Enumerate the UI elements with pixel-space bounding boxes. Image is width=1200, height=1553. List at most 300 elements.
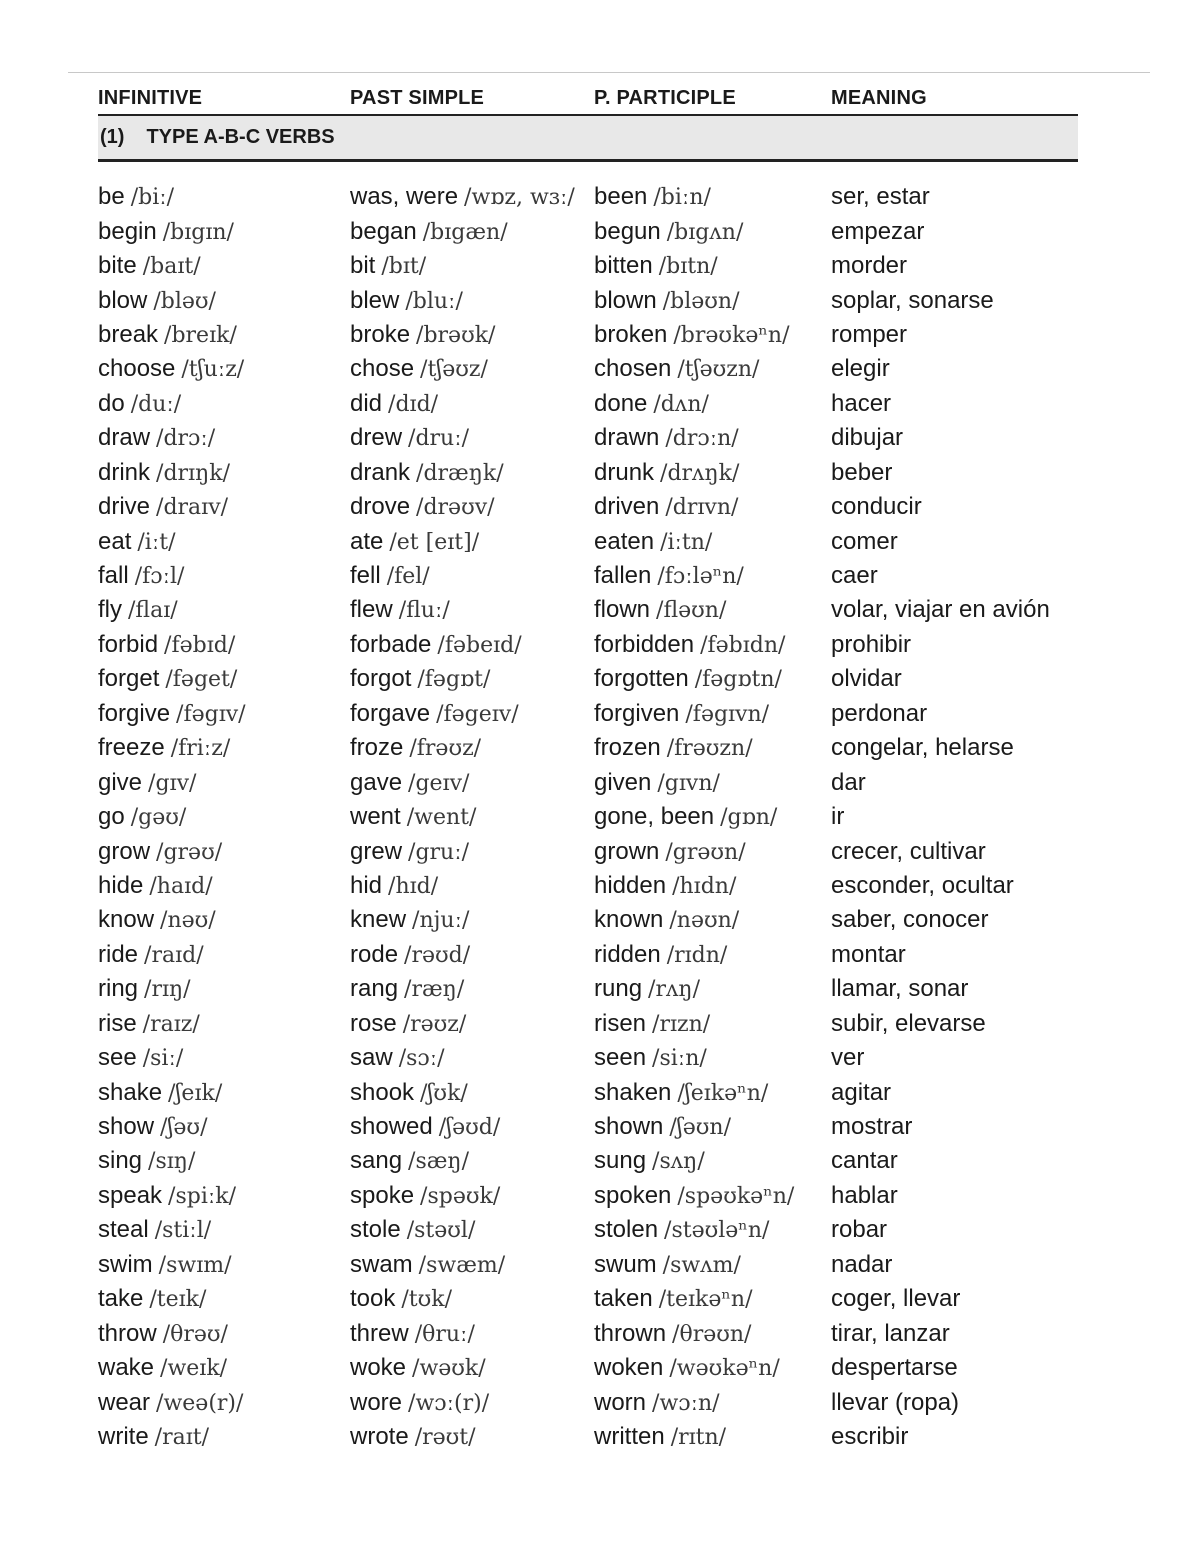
- table-row: [98, 1385, 1078, 1419]
- meaning-text: coger, llevar: [831, 1285, 961, 1313]
- participle-phonetic: /rʌŋ/: [648, 977, 700, 1003]
- meaning-text: prohibir: [831, 630, 912, 658]
- participle-cell: [594, 734, 831, 762]
- header-infinitive: INFINITIVE: [98, 86, 203, 109]
- meaning-cell: [831, 803, 1078, 831]
- infinitive-phonetic: /baɪt/: [142, 254, 201, 280]
- meaning-text: hacer: [831, 389, 892, 417]
- meaning-cell: [831, 218, 1078, 246]
- participle-word: written: [594, 1422, 665, 1450]
- table-row: [98, 352, 1078, 386]
- past-simple-word: threw: [350, 1319, 409, 1347]
- infinitive-word: ring: [98, 975, 139, 1003]
- past-simple-word: rode: [350, 940, 399, 968]
- meaning-text: robar: [831, 1216, 888, 1244]
- participle-word: taken: [594, 1285, 653, 1313]
- past-simple-cell: [350, 631, 594, 659]
- infinitive-cell: [98, 1285, 350, 1313]
- past-simple-phonetic: /frəʊz/: [409, 736, 482, 762]
- participle-cell: [594, 1010, 831, 1038]
- past-simple-cell: [350, 1251, 594, 1279]
- past-simple-word: shook: [350, 1078, 415, 1106]
- participle-phonetic: /drɔːn/: [665, 426, 739, 452]
- meaning-text: montar: [831, 940, 906, 968]
- past-simple-phonetic: /gruː/: [408, 839, 470, 865]
- infinitive-phonetic: /fəbɪd/: [164, 632, 236, 658]
- participle-phonetic: /rɪzn/: [652, 1011, 711, 1037]
- table-row: [98, 1420, 1078, 1454]
- table-row: [98, 1282, 1078, 1316]
- table-row: [98, 1248, 1078, 1282]
- meaning-cell: [831, 1320, 1078, 1348]
- infinitive-word: break: [98, 320, 159, 348]
- table-row: [98, 1179, 1078, 1213]
- participle-phonetic: /wəʊkəⁿn/: [669, 1356, 780, 1382]
- past-simple-cell: [350, 1285, 594, 1313]
- participle-cell: [594, 1423, 831, 1451]
- participle-word: risen: [594, 1009, 647, 1037]
- infinitive-word: rise: [98, 1009, 137, 1037]
- meaning-text: perdonar: [831, 699, 928, 727]
- section-heading: [98, 116, 1078, 162]
- past-simple-cell: [350, 287, 594, 315]
- past-simple-word: blew: [350, 286, 400, 314]
- past-simple-cell: [350, 769, 594, 797]
- meaning-cell: [831, 562, 1078, 590]
- past-simple-phonetic: /rəʊd/: [404, 942, 471, 968]
- infinitive-word: drive: [98, 493, 151, 521]
- participle-word: hidden: [594, 871, 667, 899]
- table-row: [98, 903, 1078, 937]
- participle-word: forbidden: [594, 630, 695, 658]
- infinitive-phonetic: /draɪv/: [156, 495, 229, 521]
- participle-word: gone, been: [594, 803, 715, 831]
- section-title: TYPE A-B-C VERBS: [146, 126, 335, 148]
- past-simple-phonetic: /tʊk/: [401, 1287, 453, 1313]
- past-simple-cell: [350, 734, 594, 762]
- infinitive-cell: [98, 218, 350, 246]
- participle-cell: [594, 1389, 831, 1417]
- past-simple-phonetic: /wɒz, wɜː/: [464, 185, 575, 211]
- meaning-cell: [831, 941, 1078, 969]
- table-row: [98, 1110, 1078, 1144]
- meaning-cell: [831, 1010, 1078, 1038]
- meaning-cell: [831, 631, 1078, 659]
- table-row: [98, 628, 1078, 662]
- participle-phonetic: /teɪkəⁿn/: [658, 1287, 753, 1313]
- past-simple-phonetic: /spəʊk/: [420, 1183, 501, 1209]
- participle-phonetic: /θrəʊn/: [672, 1321, 752, 1347]
- infinitive-phonetic: /swɪm/: [158, 1252, 232, 1278]
- past-simple-phonetic: /ræŋ/: [404, 977, 465, 1003]
- infinitive-phonetic: /grəʊ/: [156, 839, 223, 865]
- meaning-cell: [831, 355, 1078, 383]
- infinitive-phonetic: /flaɪ/: [128, 598, 178, 624]
- table-row: [98, 318, 1078, 352]
- participle-cell: [594, 183, 831, 211]
- meaning-cell: [831, 1354, 1078, 1382]
- meaning-text: dibujar: [831, 424, 904, 452]
- infinitive-word: choose: [98, 355, 176, 383]
- participle-cell: [594, 287, 831, 315]
- participle-phonetic: /nəʊn/: [669, 908, 740, 934]
- infinitive-phonetic: /teɪk/: [149, 1287, 207, 1313]
- past-simple-cell: [350, 1423, 594, 1451]
- participle-cell: [594, 528, 831, 556]
- participle-cell: [594, 218, 831, 246]
- participle-word: begun: [594, 217, 661, 245]
- participle-word: chosen: [594, 355, 672, 383]
- meaning-cell: [831, 183, 1078, 211]
- past-simple-cell: [350, 1147, 594, 1175]
- past-simple-word: gave: [350, 768, 403, 796]
- participle-phonetic: /bɪgʌn/: [666, 219, 744, 245]
- participle-word: done: [594, 389, 648, 417]
- meaning-text: subir, elevarse: [831, 1009, 986, 1037]
- infinitive-cell: [98, 803, 350, 831]
- meaning-text: ser, estar: [831, 183, 930, 211]
- infinitive-cell: [98, 769, 350, 797]
- infinitive-cell: [98, 183, 350, 211]
- infinitive-cell: [98, 1182, 350, 1210]
- meaning-cell: [831, 1113, 1078, 1141]
- past-simple-phonetic: /θruː/: [414, 1321, 475, 1347]
- infinitive-word: forgive: [98, 699, 171, 727]
- infinitive-cell: [98, 631, 350, 659]
- past-simple-phonetic: /sɔː/: [398, 1046, 445, 1072]
- table-row: [98, 834, 1078, 868]
- participle-cell: [594, 1113, 831, 1141]
- meaning-cell: [831, 528, 1078, 556]
- participle-cell: [594, 975, 831, 1003]
- infinitive-word: draw: [98, 424, 151, 452]
- meaning-cell: [831, 424, 1078, 452]
- infinitive-cell: [98, 596, 350, 624]
- participle-word: seen: [594, 1044, 647, 1072]
- past-simple-cell: [350, 528, 594, 556]
- infinitive-cell: [98, 424, 350, 452]
- infinitive-word: see: [98, 1044, 137, 1072]
- infinitive-phonetic: /stiːl/: [154, 1218, 212, 1244]
- meaning-text: elegir: [831, 355, 890, 383]
- participle-cell: [594, 390, 831, 418]
- infinitive-word: bite: [98, 252, 137, 280]
- past-simple-cell: [350, 665, 594, 693]
- past-simple-phonetic: /hɪd/: [388, 873, 439, 899]
- table-row: [98, 731, 1078, 765]
- infinitive-phonetic: /fəget/: [165, 667, 238, 693]
- participle-phonetic: /drɪvn/: [665, 495, 739, 521]
- participle-cell: [594, 1182, 831, 1210]
- infinitive-phonetic: /drɔː/: [156, 426, 216, 452]
- past-simple-word: stole: [350, 1216, 401, 1244]
- past-simple-phonetic: /bɪgæn/: [422, 219, 508, 245]
- participle-cell: [594, 321, 831, 349]
- participle-cell: [594, 1251, 831, 1279]
- past-simple-word: rose: [350, 1009, 397, 1037]
- past-simple-phonetic: /brəʊk/: [416, 322, 496, 348]
- table-header: [98, 82, 1078, 116]
- meaning-text: saber, conocer: [831, 906, 989, 934]
- past-simple-word: took: [350, 1285, 396, 1313]
- past-simple-word: did: [350, 389, 383, 417]
- past-simple-word: forbade: [350, 630, 432, 658]
- meaning-cell: [831, 734, 1078, 762]
- infinitive-cell: [98, 321, 350, 349]
- past-simple-cell: [350, 1079, 594, 1107]
- past-simple-phonetic: /stəʊl/: [406, 1218, 476, 1244]
- infinitive-phonetic: /friːz/: [170, 736, 231, 762]
- infinitive-phonetic: /fəgɪv/: [176, 701, 246, 727]
- past-simple-phonetic: /ʃʊk/: [420, 1080, 468, 1106]
- past-simple-phonetic: /went/: [406, 805, 477, 831]
- table-row: [98, 697, 1078, 731]
- meaning-text: soplar, sonarse: [831, 286, 994, 314]
- meaning-text: despertarse: [831, 1354, 958, 1382]
- meaning-text: cantar: [831, 1147, 898, 1175]
- past-simple-word: ate: [350, 527, 384, 555]
- past-simple-word: drove: [350, 493, 411, 521]
- infinitive-phonetic: /breɪk/: [164, 322, 237, 348]
- table-row: [98, 1007, 1078, 1041]
- infinitive-cell: [98, 287, 350, 315]
- meaning-text: llevar (ropa): [831, 1388, 960, 1416]
- table-row: [98, 938, 1078, 972]
- participle-word: driven: [594, 493, 660, 521]
- past-simple-phonetic: /dɪd/: [388, 391, 439, 417]
- past-simple-word: spoke: [350, 1181, 415, 1209]
- participle-word: shown: [594, 1113, 664, 1141]
- participle-word: fallen: [594, 562, 652, 590]
- meaning-text: congelar, helarse: [831, 734, 1014, 762]
- table-row: [98, 593, 1078, 627]
- past-simple-phonetic: /fluː/: [398, 598, 450, 624]
- meaning-cell: [831, 459, 1078, 487]
- participle-word: swum: [594, 1250, 657, 1278]
- infinitive-cell: [98, 1320, 350, 1348]
- past-simple-word: began: [350, 217, 417, 245]
- participle-phonetic: /iːtn/: [660, 529, 713, 555]
- infinitive-word: drink: [98, 458, 151, 486]
- table-row: [98, 972, 1078, 1006]
- infinitive-phonetic: /iːt/: [137, 529, 176, 555]
- meaning-cell: [831, 1147, 1078, 1175]
- past-simple-word: drew: [350, 424, 403, 452]
- table-row: [98, 765, 1078, 799]
- participle-phonetic: /rɪtn/: [670, 1424, 727, 1450]
- participle-word: been: [594, 183, 648, 211]
- infinitive-word: freeze: [98, 734, 165, 762]
- meaning-text: dar: [831, 768, 866, 796]
- past-simple-word: showed: [350, 1113, 433, 1141]
- participle-word: rung: [594, 975, 643, 1003]
- past-simple-phonetic: /fəgɒt/: [417, 667, 491, 693]
- meaning-cell: [831, 1216, 1078, 1244]
- infinitive-word: be: [98, 183, 125, 211]
- participle-cell: [594, 1147, 831, 1175]
- infinitive-phonetic: /drɪŋk/: [156, 460, 230, 486]
- past-simple-cell: [350, 975, 594, 1003]
- participle-phonetic: /tʃəʊzn/: [677, 357, 760, 383]
- infinitive-cell: [98, 941, 350, 969]
- past-simple-cell: [350, 390, 594, 418]
- past-simple-word: bit: [350, 252, 376, 280]
- participle-phonetic: /dʌn/: [653, 391, 709, 417]
- table-row: [98, 1351, 1078, 1385]
- infinitive-phonetic: /ʃəʊ/: [160, 1115, 208, 1141]
- infinitive-cell: [98, 1389, 350, 1417]
- participle-word: flown: [594, 596, 651, 624]
- table-row: [98, 869, 1078, 903]
- past-simple-phonetic: /wəʊk/: [412, 1356, 486, 1382]
- past-simple-cell: [350, 1182, 594, 1210]
- participle-phonetic: /brəʊkəⁿn/: [673, 322, 790, 348]
- meaning-text: mostrar: [831, 1113, 913, 1141]
- past-simple-cell: [350, 1354, 594, 1382]
- past-simple-word: drank: [350, 458, 411, 486]
- past-simple-cell: [350, 906, 594, 934]
- infinitive-phonetic: /fɔːl/: [134, 564, 185, 590]
- infinitive-word: know: [98, 906, 155, 934]
- meaning-cell: [831, 1182, 1078, 1210]
- participle-word: worn: [594, 1388, 647, 1416]
- infinitive-phonetic: /haɪd/: [149, 873, 213, 899]
- infinitive-phonetic: /weə(r)/: [156, 1390, 244, 1416]
- table-row: [98, 662, 1078, 696]
- infinitive-phonetic: /nəʊ/: [160, 908, 216, 934]
- past-simple-phonetic: /geɪv/: [408, 770, 470, 796]
- participle-word: stolen: [594, 1216, 659, 1244]
- infinitive-cell: [98, 1113, 350, 1141]
- participle-word: blown: [594, 286, 657, 314]
- participle-cell: [594, 872, 831, 900]
- infinitive-word: give: [98, 768, 143, 796]
- past-simple-phonetic: /rəʊt/: [414, 1424, 476, 1450]
- meaning-cell: [831, 390, 1078, 418]
- meaning-text: ver: [831, 1044, 865, 1072]
- past-simple-cell: [350, 183, 594, 211]
- past-simple-word: wrote: [350, 1422, 409, 1450]
- participle-word: spoken: [594, 1181, 672, 1209]
- infinitive-word: grow: [98, 837, 151, 865]
- infinitive-cell: [98, 975, 350, 1003]
- participle-phonetic: /biːn/: [653, 185, 711, 211]
- past-simple-phonetic: /fəbeɪd/: [437, 632, 522, 658]
- table-row: [98, 559, 1078, 593]
- top-divider: [68, 72, 1150, 73]
- infinitive-phonetic: /raɪt/: [154, 1424, 210, 1450]
- past-simple-cell: [350, 872, 594, 900]
- meaning-cell: [831, 975, 1078, 1003]
- meaning-cell: [831, 1423, 1078, 1451]
- infinitive-word: wear: [98, 1388, 151, 1416]
- past-simple-word: forgot: [350, 665, 412, 693]
- past-simple-word: knew: [350, 906, 407, 934]
- infinitive-word: fly: [98, 596, 122, 624]
- participle-word: eaten: [594, 527, 655, 555]
- table-row: [98, 524, 1078, 558]
- past-simple-cell: [350, 321, 594, 349]
- participle-word: ridden: [594, 940, 661, 968]
- participle-cell: [594, 665, 831, 693]
- table-row: [98, 1213, 1078, 1247]
- participle-word: forgiven: [594, 699, 680, 727]
- infinitive-cell: [98, 872, 350, 900]
- meaning-cell: [831, 838, 1078, 866]
- meaning-text: conducir: [831, 493, 922, 521]
- past-simple-cell: [350, 1389, 594, 1417]
- meaning-text: escribir: [831, 1422, 909, 1450]
- participle-cell: [594, 803, 831, 831]
- infinitive-cell: [98, 1423, 350, 1451]
- infinitive-cell: [98, 562, 350, 590]
- meaning-cell: [831, 769, 1078, 797]
- past-simple-cell: [350, 218, 594, 246]
- meaning-text: esconder, ocultar: [831, 871, 1014, 899]
- meaning-text: romper: [831, 320, 908, 348]
- past-simple-cell: [350, 1010, 594, 1038]
- infinitive-cell: [98, 355, 350, 383]
- table-row: [98, 1041, 1078, 1075]
- past-simple-word: forgave: [350, 699, 431, 727]
- participle-word: grown: [594, 837, 660, 865]
- past-simple-word: hid: [350, 871, 383, 899]
- meaning-text: tirar, lanzar: [831, 1319, 950, 1347]
- past-simple-word: froze: [350, 734, 404, 762]
- meaning-text: empezar: [831, 217, 925, 245]
- past-simple-word: fell: [350, 562, 381, 590]
- participle-phonetic: /fləʊn/: [656, 598, 727, 624]
- table-row: [98, 283, 1078, 317]
- infinitive-phonetic: /θrəʊ/: [162, 1321, 228, 1347]
- participle-word: bitten: [594, 252, 653, 280]
- participle-cell: [594, 1216, 831, 1244]
- participle-word: known: [594, 906, 664, 934]
- participle-phonetic: /wɔːn/: [652, 1390, 720, 1416]
- infinitive-phonetic: /gəʊ/: [130, 805, 187, 831]
- infinitive-phonetic: /ʃeɪk/: [168, 1080, 223, 1106]
- participle-phonetic: /stəʊləⁿn/: [664, 1218, 770, 1244]
- infinitive-word: forbid: [98, 630, 159, 658]
- participle-phonetic: /bləʊn/: [662, 288, 740, 314]
- infinitive-cell: [98, 528, 350, 556]
- infinitive-cell: [98, 1010, 350, 1038]
- infinitive-word: hide: [98, 871, 144, 899]
- participle-word: broken: [594, 320, 668, 348]
- meaning-text: llamar, sonar: [831, 975, 969, 1003]
- infinitive-word: forget: [98, 665, 160, 693]
- participle-cell: [594, 252, 831, 280]
- table-row: [98, 800, 1078, 834]
- participle-cell: [594, 631, 831, 659]
- meaning-text: olvidar: [831, 665, 902, 693]
- past-simple-phonetic: /wɔː(r)/: [408, 1390, 490, 1416]
- participle-cell: [594, 493, 831, 521]
- table-row: [98, 214, 1078, 248]
- infinitive-cell: [98, 1044, 350, 1072]
- infinitive-phonetic: /bləʊ/: [153, 288, 216, 314]
- table-row: [98, 421, 1078, 455]
- participle-cell: [594, 769, 831, 797]
- past-simple-cell: [350, 562, 594, 590]
- verb-table: [98, 82, 1078, 1454]
- infinitive-cell: [98, 838, 350, 866]
- header-participle: P. PARTICIPLE: [594, 86, 736, 109]
- past-simple-word: chose: [350, 355, 415, 383]
- infinitive-phonetic: /weɪk/: [160, 1356, 228, 1382]
- infinitive-word: go: [98, 803, 125, 831]
- past-simple-cell: [350, 700, 594, 728]
